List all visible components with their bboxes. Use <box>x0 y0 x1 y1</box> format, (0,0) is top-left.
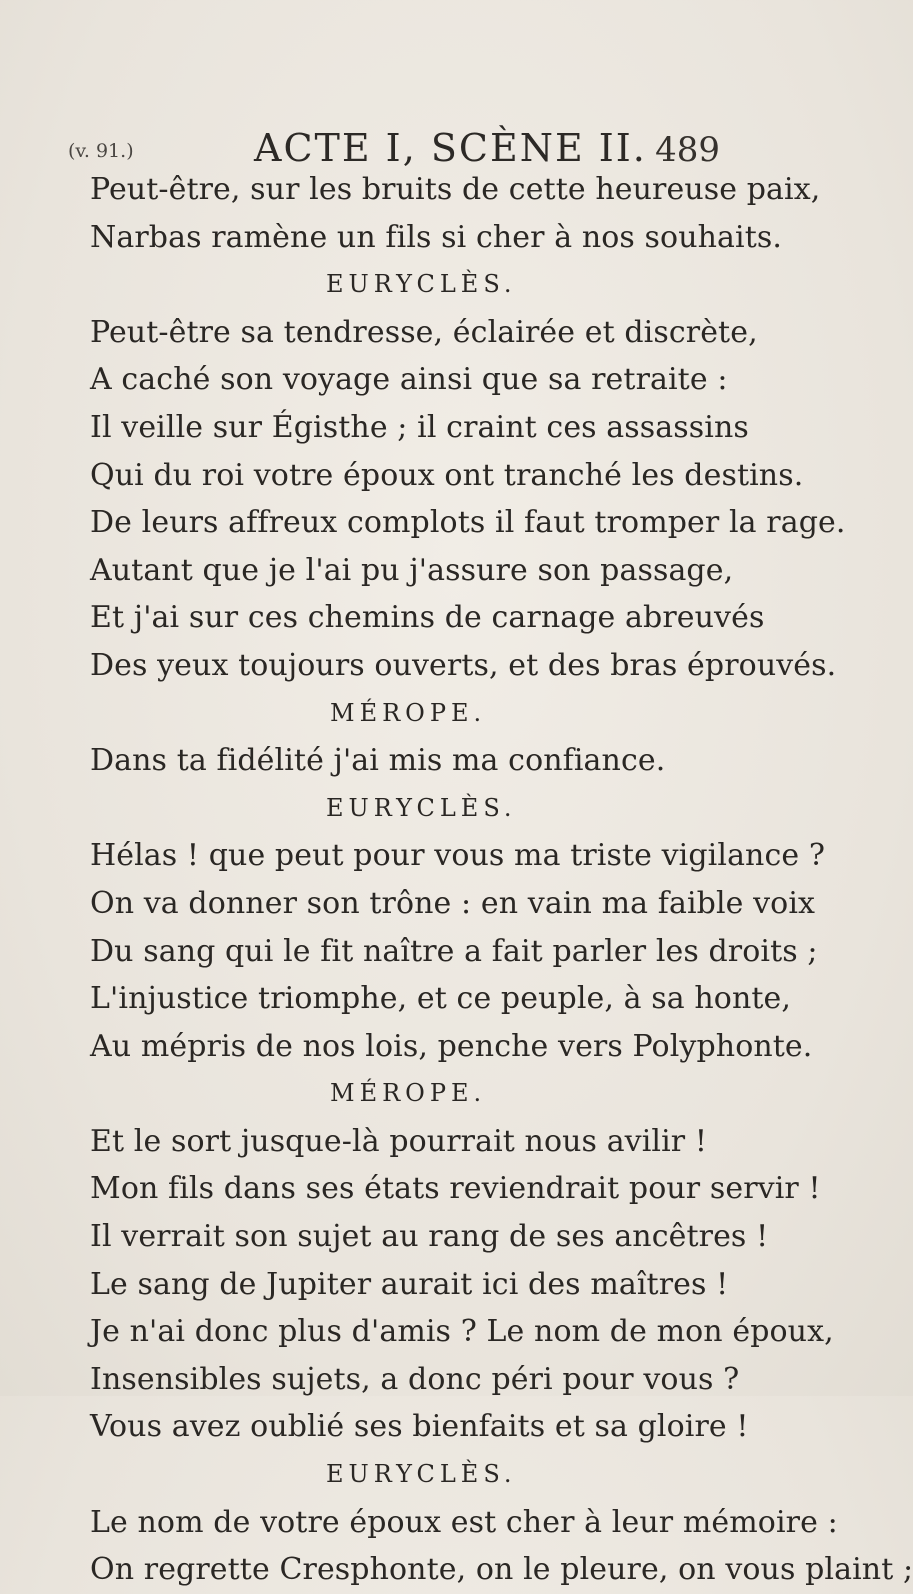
verse-line: Peut-être, sur les bruits de cette heureuse paix, <box>90 172 821 207</box>
speaker-name: MÉROPE. <box>330 698 487 727</box>
verse-line: Insensibles sujets, a donc péri pour vous ? <box>90 1361 740 1397</box>
speaker-name: EURYCLÈS. <box>326 270 517 299</box>
verse-line: Qui du roi votre époux ont tranché les destins. <box>90 457 804 493</box>
verse-line: Mon fils dans ses états reviendrait pour servir ! <box>90 1171 821 1207</box>
verse-line: Je n'ai donc plus d'amis ? Le nom de mon époux, <box>90 1314 834 1350</box>
verse-line: De leurs affreux complots il faut tromper la rage. <box>90 505 846 541</box>
running-title: ACTE I, SCÈNE II. <box>254 126 647 170</box>
speaker-name: MÉROPE. <box>330 1079 487 1108</box>
speaker-name: EURYCLÈS. <box>326 1460 517 1489</box>
verse-line: Au mépris de nos lois, penche vers Polyphonte. <box>90 1028 813 1064</box>
verse-line: Des yeux toujours ouverts, et des bras éprouvés. <box>90 647 837 683</box>
verse-text-body <box>90 166 913 1594</box>
verse-line: Et j'ai sur ces chemins de carnage abreuvés <box>90 600 765 636</box>
verse-line: A caché son voyage ainsi que sa retraite : <box>90 362 728 398</box>
verse-line: Il veille sur Égisthe ; il craint ces assassins <box>90 409 749 445</box>
speaker-name: EURYCLÈS. <box>326 793 517 822</box>
verse-line: Dans ta fidélité j'ai mis ma confiance. <box>90 743 666 779</box>
verse-line: Il verrait son sujet au rang de ses ancêtres ! <box>90 1219 769 1255</box>
verse-line: L'injustice triomphe, et ce peuple, à sa honte, <box>90 981 792 1017</box>
verse-line: Du sang qui le fit naître a fait parler les droits ; <box>90 933 818 969</box>
verse-line: Narbas ramène un fils si cher à nos souhaits. <box>90 219 783 255</box>
verse-line: Hélas ! que peut pour vous ma triste vigilance ? <box>90 838 826 874</box>
page-number: 489 <box>655 130 720 170</box>
verse-line: Vous avez oublié ses bienfaits et sa gloire ! <box>90 1409 749 1445</box>
verse-line: On regrette Cresphonte, on le pleure, on vous plaint ; <box>90 1552 913 1588</box>
verse-reference: (v. 91.) <box>68 140 134 162</box>
verse-line: On va donner son trône : en vain ma faible voix <box>90 885 816 921</box>
verse-line: Autant que je l'ai pu j'assure son passage, <box>90 552 734 588</box>
verse-line: Et le sort jusque-là pourrait nous avilir ! <box>90 1123 708 1159</box>
verse-line: Peut-être sa tendresse, éclairée et discrète, <box>90 314 758 350</box>
verse-line: Le nom de votre époux est cher à leur mémoire : <box>90 1504 838 1540</box>
verse-line: Le sang de Jupiter aurait ici des maîtres ! <box>90 1266 729 1302</box>
